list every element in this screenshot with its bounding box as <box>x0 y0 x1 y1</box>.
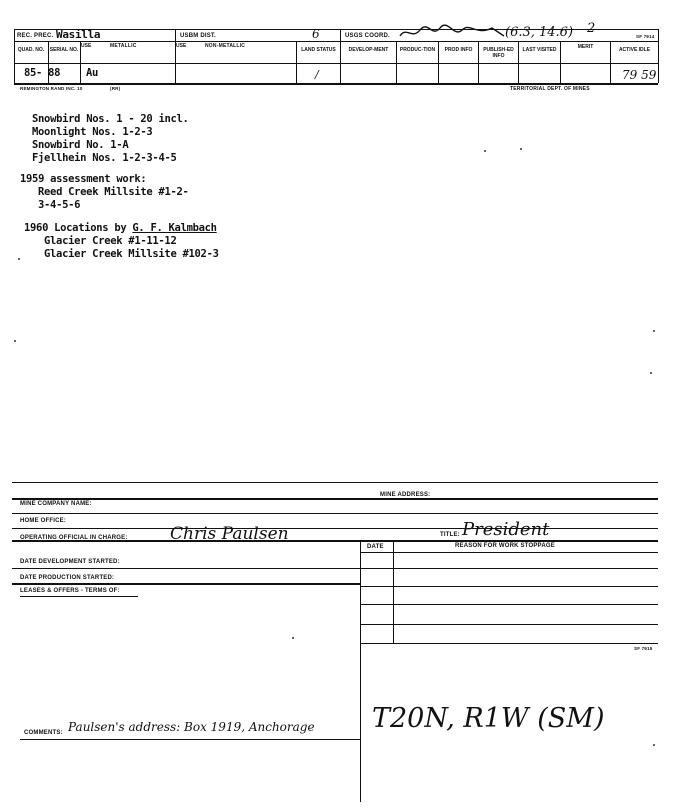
usgs-coord-label: USGS COORD. <box>345 33 390 39</box>
claim-line: Moonlight Nos. 1-2-3 <box>32 126 153 138</box>
land-status-value: / <box>315 68 319 81</box>
sf-code: SF 7915 <box>634 646 653 651</box>
leases-label: LEASES & OFFERS - TERMS OF: <box>20 588 120 594</box>
title-label: TITLE: <box>440 532 460 538</box>
usbm-dist-label: USBM DIST. <box>180 33 217 39</box>
land-status-label: LAND STATUS <box>301 47 336 53</box>
last-visited-label: LAST VISITED <box>522 47 557 53</box>
location-note: T20N, R1W (SM) <box>372 703 605 734</box>
rec-prec-value: Wasilla <box>56 28 101 41</box>
assessment-line: 3-4-5-6 <box>38 199 81 211</box>
operating-official-label: OPERATING OFFICIAL IN CHARGE: <box>20 535 128 541</box>
claim-line: Fjellhein Nos. 1-2-3-4-5 <box>32 152 177 164</box>
usgs-coord-extra: 2 <box>587 21 596 36</box>
dept-line: TERRITORIAL DEPT. OF MINES <box>510 86 590 92</box>
speck <box>653 744 655 746</box>
development-label: DEVELOP-MENT <box>348 47 389 53</box>
comments-value: Paulsen's address: Box 1919, Anchorage <box>68 720 315 734</box>
publish-info-label: PUBLISH-ED INFO <box>483 47 514 59</box>
active-idle-value: 79 59 <box>622 68 657 82</box>
speck <box>292 637 294 639</box>
claim-line: Snowbird No. 1-A <box>32 139 129 151</box>
quad-value: 85- 88 <box>24 67 61 79</box>
speck <box>520 148 522 150</box>
location-line: Glacier Creek Millsite #102-3 <box>44 248 219 260</box>
printer-code: (RR) <box>110 86 121 91</box>
merit-label: MERIT <box>577 44 594 50</box>
operating-official-value: Chris Paulsen <box>170 524 289 544</box>
production-label: PRODUC-TION <box>399 47 436 53</box>
speck <box>14 340 16 342</box>
home-office-label: HOME OFFICE: <box>20 518 67 524</box>
form-code: SF 7914 <box>636 34 655 39</box>
locations-heading-name: G. F. Kalmbach <box>132 222 217 234</box>
prod-info-label: PROD INFO <box>444 47 473 53</box>
use-metallic-label: USE <box>81 43 92 49</box>
location-line: Glacier Creek #1-11-12 <box>44 235 177 247</box>
title-value: President <box>462 519 550 540</box>
speck <box>653 330 655 332</box>
quad-label: QUAD. NO. <box>17 47 45 53</box>
comments-label: COMMENTS: <box>24 730 63 736</box>
speck <box>484 150 486 152</box>
use-nonmetallic-label: USE <box>176 43 187 49</box>
speck <box>650 372 652 374</box>
prod-started-label: DATE PRODUCTION STARTED: <box>20 575 115 581</box>
metallic-value: Au <box>86 67 99 79</box>
metallic-label: METALLIC <box>110 43 137 49</box>
scribble-mark <box>396 22 506 42</box>
speck <box>18 258 20 260</box>
locations-heading-prefix: 1960 Locations by <box>24 222 133 234</box>
locations-heading <box>24 222 217 234</box>
claim-line: Snowbird Nos. 1 - 20 incl. <box>32 113 189 125</box>
assessment-line: Reed Creek Millsite #1-2- <box>38 186 189 198</box>
assessment-heading: 1959 assessment work: <box>20 173 147 185</box>
mine-company-label: MINE COMPANY NAME: <box>20 501 92 507</box>
usgs-coord-value: (6.3, 14.6) <box>505 25 574 40</box>
serial-label: SERIAL NO. <box>49 47 79 53</box>
dev-started-label: DATE DEVELOPMENT STARTED: <box>20 559 120 565</box>
rec-prec-label: REC. PREC. <box>17 33 54 39</box>
printer-line: REMINGTON RAND INC. 10 <box>20 86 83 91</box>
reason-label: REASON FOR WORK STOPPAGE <box>455 543 555 549</box>
mine-address-label: MINE ADDRESS: <box>380 492 431 498</box>
active-idle-label: ACTIVE IDLE <box>618 47 651 53</box>
nonmetallic-label: NON-METALLIC <box>205 43 246 49</box>
date-label: DATE <box>367 544 384 550</box>
usbm-dist-value: 6 <box>312 27 320 41</box>
